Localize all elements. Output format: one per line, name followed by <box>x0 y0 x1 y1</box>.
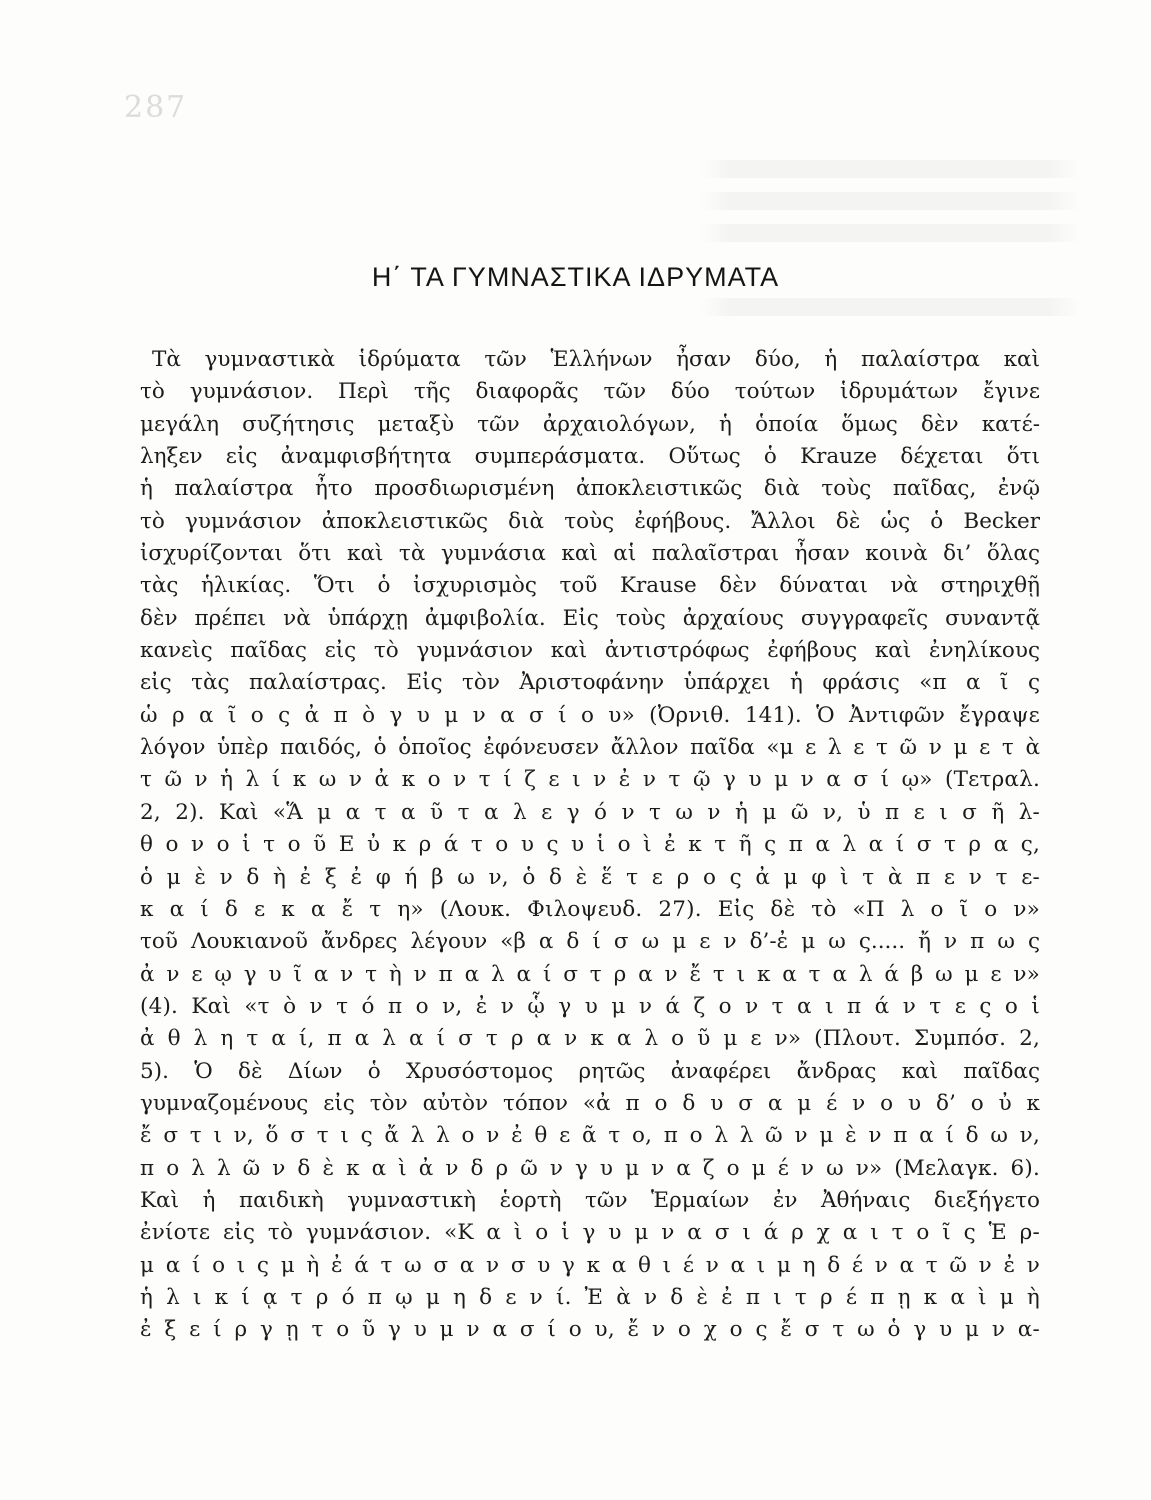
text-line: κανεὶς παῖδας εἰς τὸ γυμνάσιον καὶ ἀντιστρόφως ἐφήβους καὶ ἐνηλίκους <box>140 638 1040 664</box>
text-line: ἀ θ λ η τ α ί, π α λ α ί σ τ ρ α ν κ α λ ο ῦ μ ε ν» (Πλουτ. Συμπόσ. 2, <box>140 1026 1040 1052</box>
text-line: τοῦ Λουκιανοῦ ἄνδρες λέγουν «β α δ ί σ ω μ ε ν δ’-ἐ μ ω ς..... ἤ ν π ω ς <box>140 929 1040 955</box>
text-line: ἡ λ ι κ ί ᾳ τ ρ ό π ῳ μ η δ ε ν ί. Ἐ ὰ ν δ ὲ ἐ π ι τ ρ έ π ῃ κ α ὶ μ ὴ <box>140 1284 1040 1310</box>
bleed-through-line <box>700 298 1080 316</box>
text-line: ὁ μ ὲ ν δ ὴ ἐ ξ ἐ φ ή β ω ν, ὁ δ ὲ ἕ τ ε ρ ο ς ἀ μ φ ὶ τ ὰ π ε ν τ ε- <box>140 864 1040 890</box>
text-line: θ ο ν ο ἱ τ ο ῦ Ε ὐ κ ρ ά τ ο υ ς υ ἱ ο ὶ ἐ κ τ ῆ ς π α λ α ί σ τ ρ α ς, <box>140 832 1040 858</box>
text-line: τὸ γυμνάσιον ἀποκλειστικῶς διὰ τοὺς ἐφήβους. Ἄλλοι δὲ ὡς ὁ Becker <box>140 508 1040 534</box>
text-line: Τὰ γυμναστικὰ ἱδρύματα τῶν Ἑλλήνων ἦσαν δύο, ἡ παλαίστρα καὶ <box>152 347 1040 372</box>
text-line: π ο λ λ ῶ ν δ ὲ κ α ὶ ἀ ν δ ρ ῶ ν γ υ μ ν α ζ ο μ έ ν ω ν» (Μελαγκ. 6). <box>140 1155 1040 1181</box>
text-line: ἀ ν ε ῳ γ υ ῖ α ν τ ὴ ν π α λ α ί σ τ ρ α ν ἔ τ ι κ α τ α λ ά β ω μ ε ν» <box>140 961 1040 987</box>
text-line: ἡ παλαίστρα ἦτο προσδιωρισμένη ἀποκλειστικῶς διὰ τοὺς παῖδας, ἐνῷ <box>140 476 1040 502</box>
bleed-through-line <box>700 224 1080 242</box>
text-line: ἔ σ τ ι ν, ὅ σ τ ι ς ἄ λ λ ο ν ἐ θ ε ᾶ τ ο, π ο λ λ ῶ ν μ ὲ ν π α ί δ ω ν, <box>140 1123 1040 1149</box>
text-line: τὸ γυμνάσιον. Περὶ τῆς διαφορᾶς τῶν δύο τούτων ἱδρυμάτων ἔγινε <box>140 379 1040 405</box>
body-text <box>140 344 1040 1347</box>
chapter-title: Η΄ ΤΑ ΓΥΜΝΑΣΤΙΚΑ ΙΔΡΥΜΑΤΑ <box>371 262 780 292</box>
text-line: γυμναζομένους εἰς τὸν αὐτὸν τόπον «ἀ π ο δ υ σ α μ έ ν ο υ δ’ ο ὐ κ <box>140 1090 1040 1116</box>
bleed-through-line <box>700 192 1080 210</box>
text-line: (4). Καὶ «τ ὸ ν τ ό π ο ν, ἐ ν ᾧ γ υ μ ν ά ζ ο ν τ α ι π ά ν τ ε ς ο ἱ <box>140 993 1040 1019</box>
text-line: μεγάλη συζήτησις μεταξὺ τῶν ἀρχαιολόγων, ἡ ὁποία ὅμως δὲν κατέ- <box>140 411 1040 437</box>
text-line: 2, 2). Καὶ «Ἅ μ α τ α ῦ τ α λ ε γ ό ν τ ω ν ἡ μ ῶ ν, ὑ π ε ι σ ῆ λ- <box>140 799 1040 825</box>
bleed-through-page-number: 287 <box>124 90 188 125</box>
text-line: 5). Ὁ δὲ Δίων ὁ Χρυσόστομος ρητῶς ἀναφέρει ἄνδρας καὶ παῖδας <box>140 1058 1040 1084</box>
text-line: ἐ ξ ε ί ρ γ ῃ τ ο ῦ γ υ μ ν α σ ί ο υ, ἔ ν ο χ ο ς ἔ σ τ ω ὁ γ υ μ ν α- <box>140 1317 1040 1343</box>
text-line: εἰς τὰς παλαίστρας. Εἰς τὸν Ἀριστοφάνην ὑπάρχει ἡ φράσις «π α ῖ ς <box>140 670 1040 696</box>
text-line: δὲν πρέπει νὰ ὑπάρχῃ ἀμφιβολία. Εἰς τοὺς ἀρχαίους συγγραφεῖς συναντᾷ <box>140 605 1040 631</box>
text-line: ὡ ρ α ῖ ο ς ἀ π ὸ γ υ μ ν α σ ί ο υ» (Ὀρνιθ. 141). Ὁ Ἀντιφῶν ἔγραψε <box>140 702 1040 728</box>
text-line: λόγον ὑπὲρ παιδός, ὁ ὁποῖος ἐφόνευσεν ἄλλον παῖδα «μ ε λ ε τ ῶ ν μ ε τ ὰ <box>140 735 1040 761</box>
text-line: ληξεν εἰς ἀναμφισβήτητα συμπεράσματα. Οὕτως ὁ Krauze δέχεται ὅτι <box>140 444 1040 470</box>
text-line: κ α ί δ ε κ α ἔ τ η» (Λουκ. Φιλοψευδ. 27). Εἰς δὲ τὸ «Π λ ο ῖ ο ν» <box>140 896 1040 922</box>
text-line: τ ῶ ν ἡ λ ί κ ω ν ἀ κ ο ν τ ί ζ ε ι ν ἐ ν τ ῷ γ υ μ ν α σ ί ῳ» (Τετραλ. <box>140 767 1040 793</box>
text-line: Καὶ ἡ παιδικὴ γυμναστικὴ ἑορτὴ τῶν Ἑρμαίων ἐν Ἀθήναις διεξήγετο <box>140 1187 1040 1213</box>
text-line: ἐνίοτε εἰς τὸ γυμνάσιον. «Κ α ὶ ο ἱ γ υ μ ν α σ ι ά ρ χ α ι τ ο ῖ ς Ἑ ρ- <box>140 1220 1040 1246</box>
text-line: ἰσχυρίζονται ὅτι καὶ τὰ γυμνάσια καὶ αἱ παλαῖστραι ἦσαν κοινὰ δι’ ὅλας <box>140 541 1040 567</box>
text-line: τὰς ἡλικίας. Ὅτι ὁ ἰσχυρισμὸς τοῦ Krause δὲν δύναται νὰ στηριχθῇ <box>140 573 1040 599</box>
bleed-through-line <box>700 160 1080 178</box>
text-line: μ α ί ο ι ς μ ὴ ἐ ά τ ω σ α ν σ υ γ κ α θ ι έ ν α ι μ η δ έ ν α τ ῶ ν ἐ ν <box>140 1252 1040 1278</box>
